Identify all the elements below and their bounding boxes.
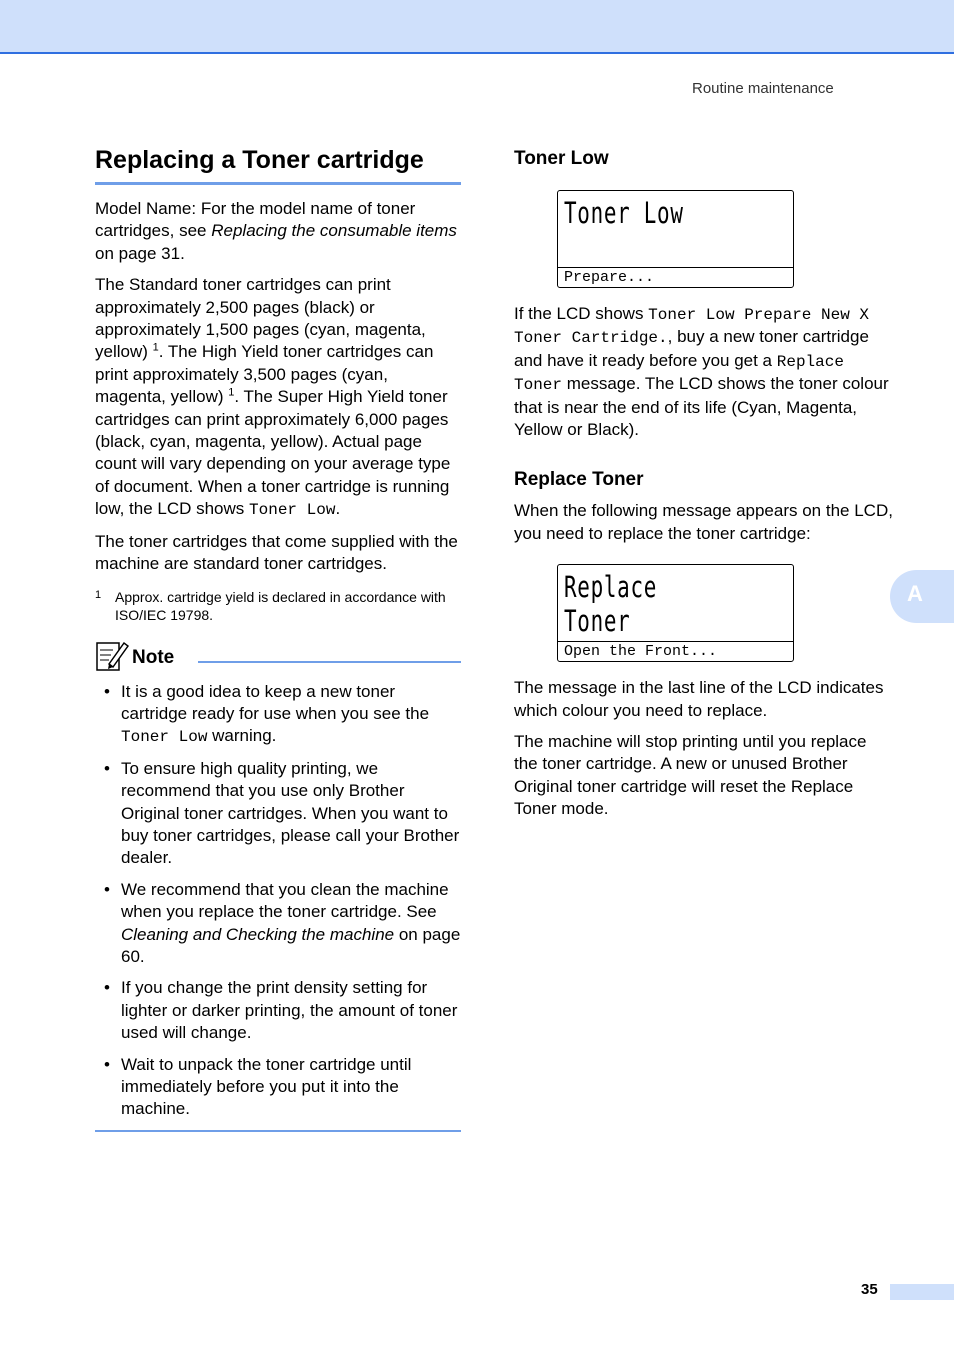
- page-number-bar: [890, 1284, 954, 1300]
- stop-printing-paragraph: The machine will stop printing until you replace the toner cartridge. A new or unused Brother Original toner cartridge will reset the Replace Toner mode.: [514, 732, 867, 819]
- note-top-rule: [198, 661, 461, 663]
- bullet-icon: •: [104, 879, 110, 899]
- last-line-paragraph: The message in the last line of the LCD indicates which colour you need to replace.: [514, 678, 884, 720]
- footnote-number: 1: [95, 588, 102, 601]
- section-title: Replacing a Toner cartridge: [95, 142, 461, 185]
- note-item: • We recommend that you clean the machine when you replace the toner cartridge. See Cleaning and Checking the machine on page 60.: [104, 879, 461, 966]
- note-item: • Wait to unpack the toner cartridge until immediately before you put it into the machine.: [104, 1054, 412, 1119]
- lcd-line-1: Replace Toner: [564, 570, 658, 639]
- toner-low-heading: Toner Low: [514, 148, 609, 169]
- lcd-message-inline: Replace Toner: [514, 352, 844, 395]
- footnote-marker: 1: [228, 386, 235, 399]
- footnote: [95, 588, 461, 624]
- toner-low-paragraph: If the LCD shows Toner Low Prepare New X Toner Cartridge., buy a new toner cartridge and have it ready before you get a Replace Toner message. The LCD shows the toner colour that is near the end of its life (Cyan, Magenta, Yellow or Black).: [514, 304, 889, 440]
- replace-toner-heading: Replace Toner: [514, 469, 644, 491]
- note-item: • It is a good idea to keep a new toner cartridge ready for use when you see the Toner Low warning.: [104, 681, 430, 747]
- chapter-tab-letter: A: [907, 581, 923, 606]
- note-pencil-icon: [95, 640, 129, 677]
- replace-toner-intro: When the following message appears on the LCD, you need to replace the toner cartridge:: [514, 501, 893, 543]
- note-list: [95, 681, 461, 1121]
- running-header: Routine maintenance: [692, 80, 834, 97]
- footnote-marker: 1: [152, 341, 159, 354]
- bullet-icon: •: [104, 681, 110, 701]
- chapter-tab: [890, 570, 954, 623]
- lcd-line-2: Open the Front...: [564, 643, 718, 661]
- lcd-line-1: Toner Low: [564, 196, 684, 230]
- note-item: • To ensure high quality printing, we recommend that you use only Brother Original toner cartridges. When you want to buy toner cartridges, please call your Brother dealer.: [104, 758, 460, 868]
- footnote-text: Approx. cartridge yield is declared in accordance with ISO/IEC 19798.: [115, 588, 446, 623]
- bullet-icon: •: [104, 758, 110, 778]
- cleaning-reference: Cleaning and Checking the machine: [121, 924, 395, 944]
- lcd-message-inline: Toner Low: [249, 501, 336, 520]
- note-bottom-rule: [95, 1130, 461, 1132]
- lcd-message-inline: Toner Low Prepare New X Toner Cartridge.: [514, 306, 870, 348]
- consumables-reference: Replacing the consumable items: [211, 221, 457, 241]
- lcd-display-toner-low: [557, 190, 794, 288]
- lcd-display-replace-toner: [557, 564, 794, 662]
- right-column: [514, 146, 894, 821]
- top-header-bar: [0, 0, 954, 54]
- model-name-paragraph: Model Name: For the model name of toner cartridges, see Replacing the consumable items on page 31.: [95, 199, 457, 263]
- note-item: • If you change the print density setting for lighter or darker printing, the amount of toner used will change.: [104, 978, 458, 1043]
- yield-paragraph: The Standard toner cartridges can print approximately 2,500 pages (black) or approximately 1,500 pages (cyan, magenta, yellow) $^1$. The High Yield toner cartridges can print approximately 3,500 pages (cyan, magenta, yellow) $^1$. The Super High Yield toner cartridges can print approximately 6,000 pages (black, cyan, magenta, yellow). Actual page count will vary depending on your average type of document. When a toner cartridge is running low, the LCD shows Toner Low.: [95, 275, 451, 520]
- note-header: [95, 640, 461, 677]
- note-label: Note: [132, 647, 175, 668]
- lcd-line-2: Prepare...: [564, 269, 655, 286]
- bullet-icon: •: [104, 978, 110, 998]
- left-column: [95, 142, 461, 1132]
- supplied-cartridges-paragraph: The toner cartridges that come supplied with the machine are standard toner cartridges.: [95, 531, 458, 574]
- bullet-icon: •: [104, 1054, 110, 1074]
- page-number: 35: [861, 1281, 878, 1298]
